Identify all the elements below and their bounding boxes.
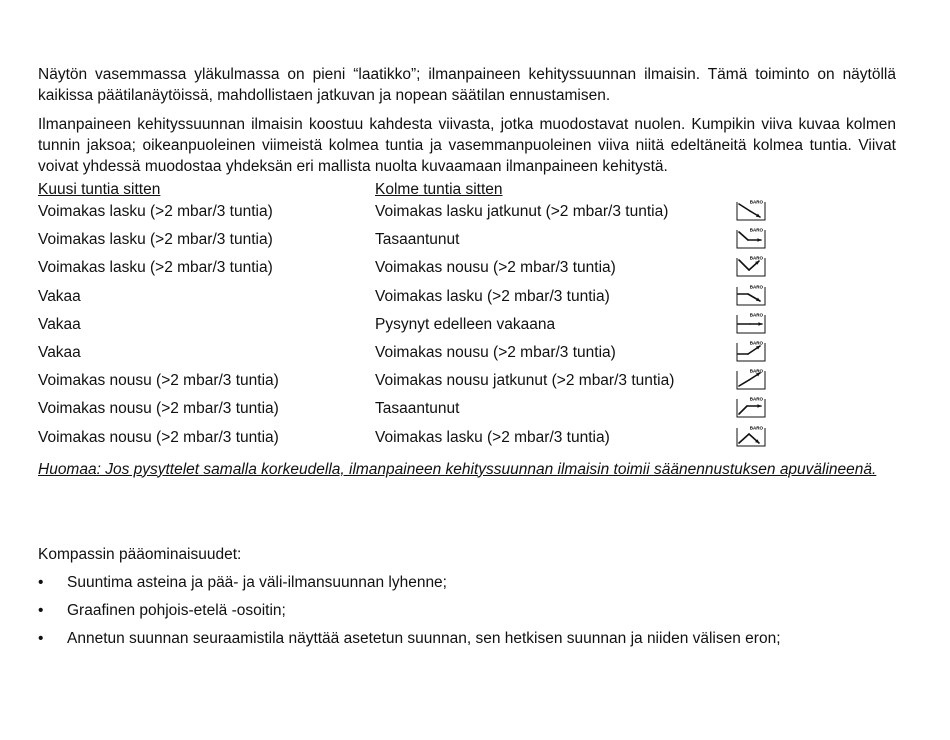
bullet: • — [38, 601, 44, 619]
note: Huomaa: Jos pysyttelet samalla korkeudella, ilmanpaineen kehityssuunnan ilmaisin toimii säänennustuksen apuvälineenä. — [38, 460, 877, 478]
three-hours-cell: Voimakas nousu (>2 mbar/3 tuntia) — [375, 343, 616, 361]
bullet: • — [38, 573, 44, 591]
table-row — [38, 286, 896, 314]
three-hours-cell: Voimakas lasku jatkunut (>2 mbar/3 tuntia) — [375, 203, 669, 220]
three-hours-cell: Pysynyt edelleen vakaana — [375, 315, 556, 333]
compass-title: Kompassin pääominaisuudet: — [38, 545, 242, 563]
table-row — [38, 229, 896, 257]
three-hours-cell: Voimakas lasku (>2 mbar/3 tuntia) — [375, 428, 610, 446]
six-hours-cell: Vakaa — [38, 315, 81, 333]
six-hours-cell: Voimakas lasku (>2 mbar/3 tuntia) — [38, 259, 273, 277]
six-hours-cell: Voimakas lasku (>2 mbar/3 tuntia) — [38, 203, 273, 220]
baro-steady-fall-icon — [736, 284, 764, 304]
table-row — [38, 370, 896, 398]
manual-page — [38, 64, 896, 650]
baro-rise-rise-icon — [736, 368, 764, 388]
baro-steady-steady-icon — [736, 312, 764, 332]
baro-label: BARO — [749, 199, 763, 205]
list-item: • Annetun suunnan seuraamistila näyttää asetetun suunnan, sen hetkisen suunnan ja niiden välisen eron; — [38, 628, 896, 650]
baro-rise-steady-icon — [736, 396, 764, 416]
six-hours-cell: Voimakas nousu (>2 mbar/3 tuntia) — [38, 400, 279, 418]
three-hours-cell: Voimakas lasku (>2 mbar/3 tuntia) — [375, 287, 610, 305]
baro-rise-fall-icon — [736, 425, 764, 445]
baro-label: BARO — [749, 396, 763, 402]
table-row — [38, 398, 896, 426]
baro-trend-table — [38, 179, 896, 455]
baro-fall-fall-icon — [736, 199, 764, 219]
baro-label: BARO — [749, 425, 763, 430]
table-row — [38, 201, 896, 229]
bullet: • — [38, 629, 44, 647]
intro-paragraph-2: Ilmanpaineen kehityssuunnan ilmaisin koostuu kahdesta viivasta, jotka muodostavat nuolen. Kumpikin viiva kuvaa kolmen tunnin jaksoa; oikeanpuoleinen viimeistä kolmea tuntia ja vasemmanpuoleinen viiva niitä edeltäneitä kolmea tuntia. Viivat voivat yhdessä muodostaa yhdeksän eri mallista nuolta kuvaamaan ilmanpaineen kehitystä. — [38, 116, 896, 175]
three-hours-cell: Tasaantunut — [375, 400, 460, 418]
intro-paragraph-1: Näytön vasemmassa yläkulmassa on pieni “laatikko”; ilmanpaineen kehityssuunnan ilmaisin. Tämä toiminto on näytöllä kaikissa päätilanäytöissä, mahdollistaen jatkuvan ja nopean säätilan ennustamisen. — [38, 66, 896, 104]
baro-label: BARO — [749, 340, 763, 346]
table-row — [38, 427, 896, 455]
six-hours-cell: Voimakas nousu (>2 mbar/3 tuntia) — [38, 428, 279, 446]
compass-features-list — [38, 572, 896, 650]
col-three-hours-header: Kolme tuntia sitten — [375, 181, 503, 198]
baro-fall-steady-icon — [736, 227, 764, 247]
baro-label: BARO — [749, 284, 763, 290]
three-hours-cell: Voimakas nousu jatkunut (>2 mbar/3 tuntia) — [375, 372, 675, 390]
six-hours-cell: Vakaa — [38, 343, 81, 361]
col-six-hours-header: Kuusi tuntia sitten — [38, 181, 161, 198]
three-hours-cell: Voimakas nousu (>2 mbar/3 tuntia) — [375, 259, 616, 277]
baro-label: BARO — [749, 312, 763, 318]
baro-fall-rise-icon — [736, 255, 764, 275]
six-hours-cell: Voimakas lasku (>2 mbar/3 tuntia) — [38, 231, 273, 249]
six-hours-cell: Vakaa — [38, 287, 81, 305]
baro-label: BARO — [749, 368, 763, 374]
baro-label: BARO — [749, 255, 763, 261]
baro-steady-rise-icon — [736, 340, 764, 360]
six-hours-cell: Voimakas nousu (>2 mbar/3 tuntia) — [38, 372, 279, 390]
three-hours-cell: Tasaantunut — [375, 231, 460, 249]
list-item: • Suuntima asteina ja pää- ja väli-ilmansuunnan lyhenne; — [38, 572, 896, 594]
table-header — [38, 179, 896, 201]
list-item: • Graafinen pohjois-etelä -osoitin; — [38, 600, 896, 622]
baro-label: BARO — [749, 227, 763, 233]
table-row — [38, 342, 896, 370]
table-row — [38, 257, 896, 285]
table-row — [38, 314, 896, 342]
